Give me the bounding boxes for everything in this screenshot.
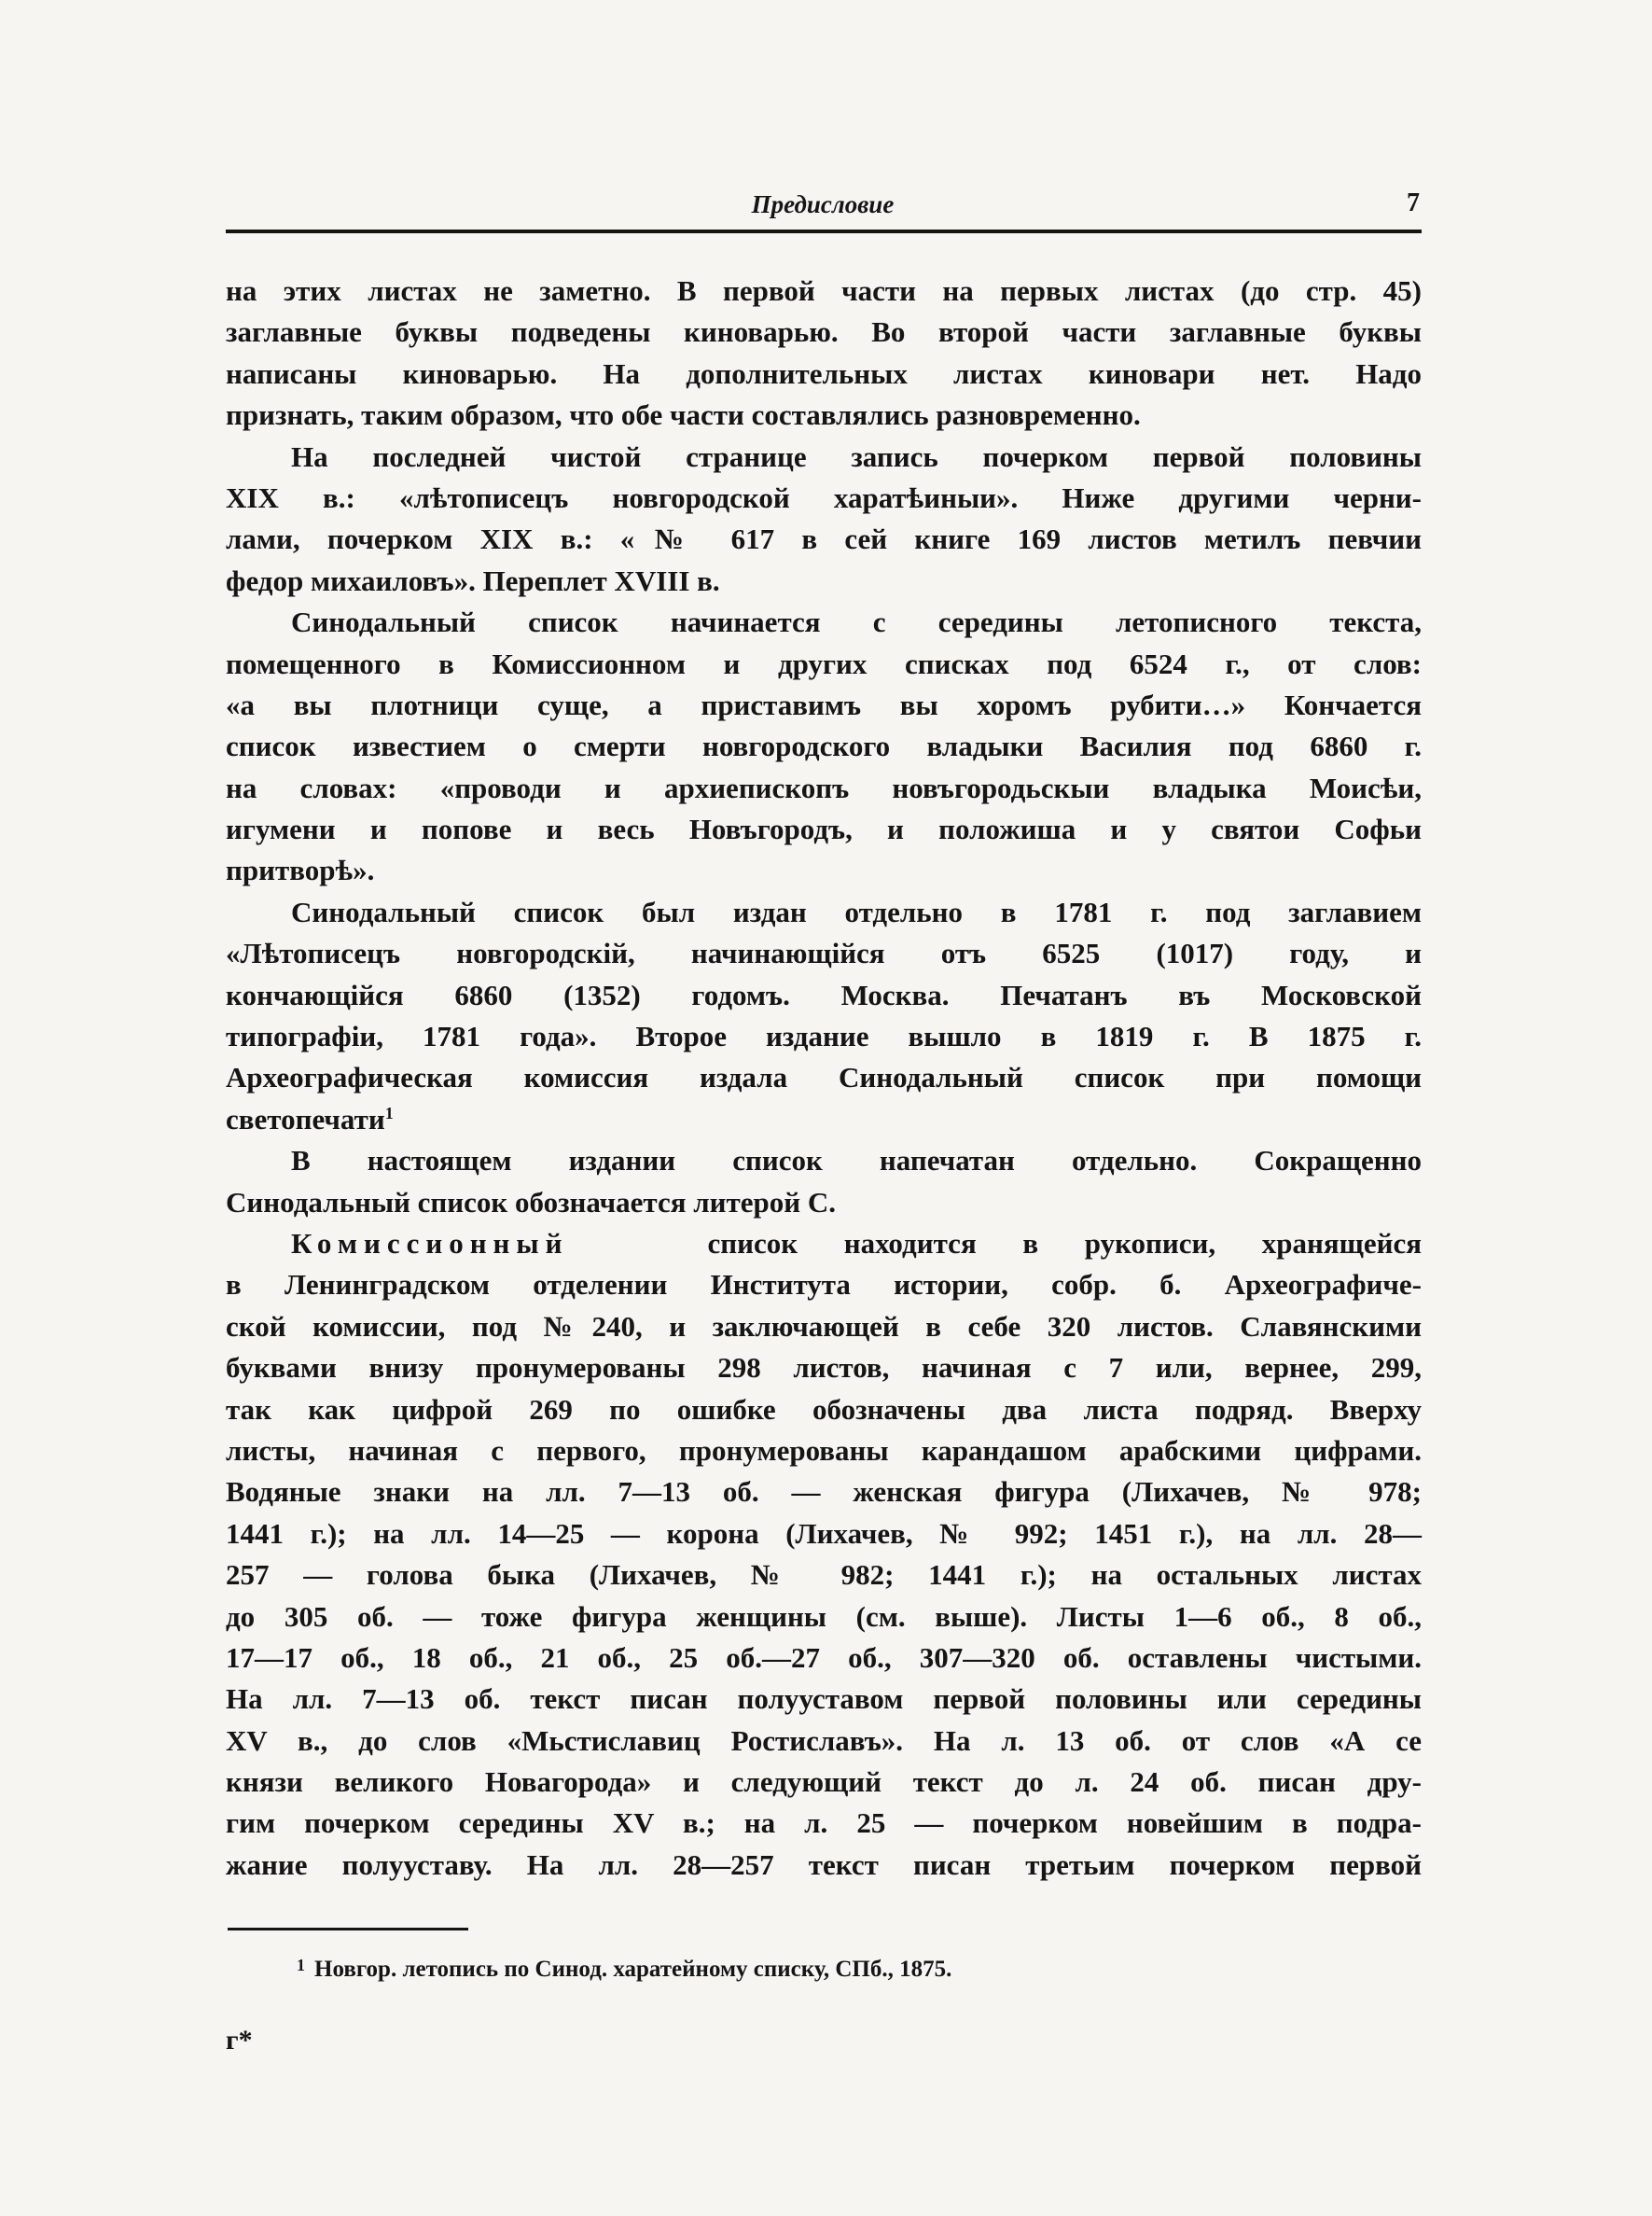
signature-mark: г* [226,2025,253,2056]
footnote-mark: 1 [297,1956,305,1974]
text-line: лами, почерком XIX в.: «№ 617 в сей книге 169 листов метилъ певчии [226,523,1422,556]
text-fragment: светопечати [226,1102,385,1136]
text-line [226,1223,1422,1264]
text-line: XIX в.: «лѣтописецъ новгородской харатѣиныи». Ниже другими черни- [226,481,1422,514]
text-line: 1441 г.); на лл. 14—25 — корона (Лихачев, № 992; 1451 г.), на лл. 28— [226,1516,1422,1550]
text-line: жание полууставу. На лл. 28—257 текст писан третьим почерком первой [226,1847,1422,1881]
text-line: кончающійся 6860 (1352) годомъ. Москва. Печатанъ въ Московской [226,978,1422,1011]
text-line: листы, начиная с первого, пронумерованы карандашом арабскими цифрами. [226,1433,1422,1467]
footnote-text: Новгор. летопись по Синод. харатейному списку, СПб., 1875. [314,1957,952,1982]
text-line: заглавные буквы подведены киноварью. Во второй части заглавные буквы [226,315,1422,349]
text-line: «Лѣтописецъ новгородскій, начинающійся отъ 6525 (1017) году, и [226,937,1422,970]
text-line: буквами внизу пронумерованы 298 листов, начиная с 7 или, вернее, 299, [226,1351,1422,1385]
text-line: так как цифрой 269 по ошибке обозначены два листа подряд. Вверху [226,1392,1422,1426]
text-line: помещенного в Комиссионном и других списках под 6524 г., от слов: [226,647,1422,680]
text-line: Синодальный список был издан отдельно в 1781 г. под заглавием [291,895,1422,928]
text-line: на словах: «проводи и архиепископъ новъгородьскыи владыка Моисѣи, [226,771,1422,804]
text-line: Синодальный список начинается с середины летописного текста, [291,606,1422,639]
text-line: типографіи, 1781 года». Второе издание вышло в 1819 г. В 1875 г. [226,1020,1422,1053]
footnote [297,1956,951,1983]
footnote-reference: 1 [384,1103,394,1122]
header-rule [226,230,1422,233]
spaced-term: Комиссионный [291,1226,569,1260]
text-line-with-footnote [226,1099,1422,1140]
running-title: Предисловие [751,190,895,218]
text-line: На последней чистой странице запись почерком первой половины [291,439,1422,473]
text-line: В настоящем издании список напечатан отдельно. Сокращенно [291,1144,1422,1178]
text-line: на этих листах не заметно. В первой части на первых листах (до стр. 45) [226,274,1422,307]
text-line: Археографическая комиссия издала Синодальный список при помощи [226,1061,1422,1094]
text-line: признать, таким образом, что обе части составлялись разновременно. [226,398,1141,432]
text-line: игумени и попове и весь Новъгородъ, и положиша и у святои Софьи [226,813,1422,846]
text-line: ской комиссии, под №240, и заключающей в себе 320 листов. Славянскими [226,1309,1422,1343]
page-number: 7 [1407,188,1420,217]
text-line: Водяные знаки на лл. 7—13 об. — женская фигура (Лихачев, № 978; [226,1475,1422,1509]
footnote-rule [228,1928,468,1930]
text-line: притворѣ». [226,854,375,887]
text-line: На лл. 7—13 об. текст писан полууставом первой половины или середины [226,1682,1422,1716]
body-text [226,271,1422,1886]
text-line: до 305 об. — тоже фигура женщины (см. выше). Листы 1—6 об., 8 об., [226,1599,1422,1633]
text-line: XV в., до слов «Мьстиславиц Ростиславъ». На л. 13 об. от слов «А се [226,1723,1422,1757]
text-line: список известием о смерти новгородского владыки Василия под 6860 г. [226,730,1422,763]
text-line: князи великого Новагорода» и следующий текст до л. 24 об. писан дру- [226,1765,1422,1799]
text-line: 17—17 об., 18 об., 21 об., 25 об.—27 об., 307—320 об. оставлены чистыми. [226,1640,1422,1674]
text-fragment: список находится в рукописи, хранящейся [707,1226,1423,1260]
running-head [226,187,1420,224]
text-line: написаны киноварью. На дополнительных листах киновари нет. Надо [226,356,1422,390]
text-line: гим почерком середины XV в.; на л. 25 — почерком новейшим в подра- [226,1806,1422,1840]
text-line: в Ленинградском отделении Института истории, собр. б. Археографиче- [226,1268,1422,1302]
text-line: 257 — голова быка (Лихачев, № 982; 1441 г.); на остальных листах [226,1558,1422,1592]
text-line: федор михаиловъ». Переплет XVIII в. [226,564,720,597]
text-line: «а вы плотници суще, а приставимъ вы хоромъ рубити…» Кончается [226,688,1422,721]
text-line: Синодальный список обозначается литерой С. [226,1185,837,1219]
